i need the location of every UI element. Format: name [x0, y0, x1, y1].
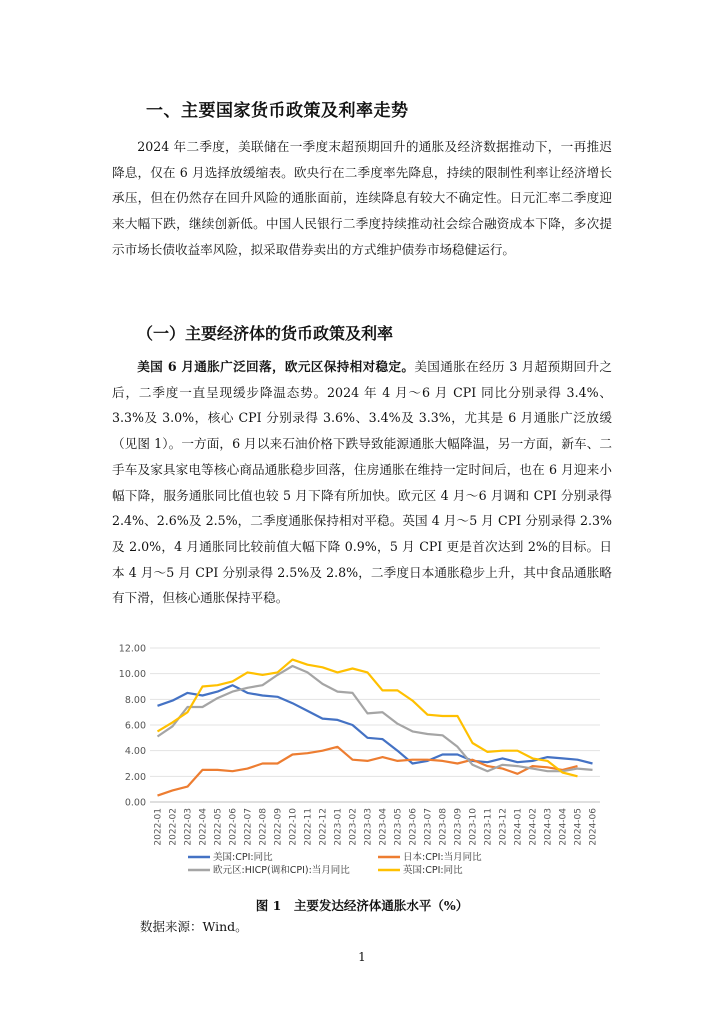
body-text	[112, 354, 612, 611]
x-tick-label: 2022-02	[168, 808, 179, 846]
subsection-heading: （一）主要经济体的货币政策及利率	[137, 324, 394, 343]
y-tick-label: 6.00	[124, 720, 146, 732]
x-tick-label: 2022-05	[213, 808, 224, 846]
x-tick-label: 2023-11	[483, 808, 494, 846]
x-tick-label: 2023-08	[438, 808, 449, 846]
legend-label: 美国:CPI:同比	[213, 852, 273, 863]
y-tick-label: 2.00	[124, 771, 146, 783]
legend-label: 英国:CPI:同比	[403, 865, 463, 876]
inflation-line-chart	[112, 636, 612, 886]
y-tick-label: 8.00	[124, 694, 146, 706]
section-heading: 一、主要国家货币政策及利率走势	[146, 101, 409, 121]
paragraph-body: 美国通胀在经历 3 月超预期回升之后，二季度一直呈现缓步降温态势。2024 年 4 月～6 月 CPI 同比分别录得 3.4%、3.3%及 3.0%，核心 CPI 分别录得 3.6%、3.4%及 3.3%，尤其是 6 月通胀广泛放缓（见图 1）。一方面，6 月以来石油价格下跌导致能源通胀大幅降温，另一方面，新车、二手车及家具家电等核心商品通胀稳步回落，住房通胀在维持一定时间后，也在 6 月迎来小幅下降，服务通胀同比值也较 5 月下降有所加快。欧元区 4 月～6 月调和 CPI 分别录得 2.4%、2.6%及 2.5%，二季度通胀保持相对平稳。英国 4 月～5 月 CPI 分别录得 2.3%及 2.0%，4 月通胀同比较前值大幅下降 0.9%，5 月 CPI 更是首次达到 2%的目标。日本 4 月～5 月 CPI 分别录得 2.5%及 2.8%，二季度日本通胀稳步上升，其中食品通胀略有下滑，但核心通胀保持平稳。	[112, 359, 612, 606]
x-tick-label: 2022-08	[258, 808, 269, 846]
x-tick-label: 2023-12	[498, 808, 509, 846]
x-tick-label: 2024-01	[513, 808, 524, 846]
x-tick-label: 2022-04	[198, 808, 209, 846]
paragraph-lead: 美国 6 月通胀广泛回落，欧元区保持相对稳定。	[137, 359, 415, 374]
x-tick-label: 2022-07	[243, 808, 254, 846]
x-tick-label: 2023-03	[363, 808, 374, 846]
x-tick-label: 2022-12	[318, 808, 329, 846]
intro-text: 2024 年二季度，美联储在一季度末超预期回升的通胀及经济数据推动下，一再推迟降息，仅在 6 月选择放缓缩表。欧央行在二季度率先降息，持续的限制性利率让经济增长承压，但在仍然存在回升风险的通胀面前，连续降息有较大不确定性。日元汇率二季度迎来大幅下跌，继续创新低。中国人民银行二季度持续推动社会综合融资成本下降，多次提示市场长债收益率风险，拟采取借券卖出的方式维护债券市场稳健运行。	[112, 139, 612, 257]
y-tick-label: 12.00	[118, 643, 146, 655]
x-tick-label: 2023-06	[408, 808, 419, 846]
y-tick-label: 4.00	[124, 746, 146, 758]
x-tick-label: 2022-03	[183, 808, 194, 846]
series-line	[158, 660, 578, 777]
x-tick-label: 2023-01	[333, 808, 344, 846]
x-tick-label: 2023-02	[348, 808, 359, 846]
figure-caption: 图 1 主要发达经济体通胀水平（%）	[255, 898, 469, 913]
intro-paragraph	[112, 134, 612, 263]
x-tick-label: 2022-10	[288, 808, 299, 846]
x-tick-label: 2023-07	[423, 808, 434, 846]
x-tick-label: 2023-09	[453, 808, 464, 846]
x-tick-label: 2024-02	[528, 808, 539, 846]
x-tick-label: 2022-11	[303, 808, 314, 846]
x-tick-label: 2024-04	[558, 808, 569, 846]
x-tick-label: 2022-09	[273, 808, 284, 846]
legend-label: 日本:CPI:当月同比	[403, 852, 482, 863]
x-tick-label: 2023-10	[468, 808, 479, 846]
legend-label: 欧元区:HICP(调和CPI):当月同比	[213, 865, 350, 876]
data-source: 数据来源：Wind。	[140, 919, 248, 934]
x-tick-label: 2024-06	[588, 808, 599, 846]
y-tick-label: 10.00	[118, 669, 146, 681]
series-line	[158, 747, 578, 796]
x-tick-label: 2022-06	[228, 808, 239, 846]
body-paragraph	[112, 354, 612, 611]
x-tick-label: 2023-04	[378, 808, 389, 846]
page-number: 1	[358, 950, 366, 964]
x-tick-label: 2022-01	[153, 808, 164, 846]
x-tick-label: 2023-05	[393, 808, 404, 846]
x-tick-label: 2024-05	[573, 808, 584, 846]
x-tick-label: 2024-03	[543, 808, 554, 846]
y-tick-label: 0.00	[124, 797, 146, 809]
